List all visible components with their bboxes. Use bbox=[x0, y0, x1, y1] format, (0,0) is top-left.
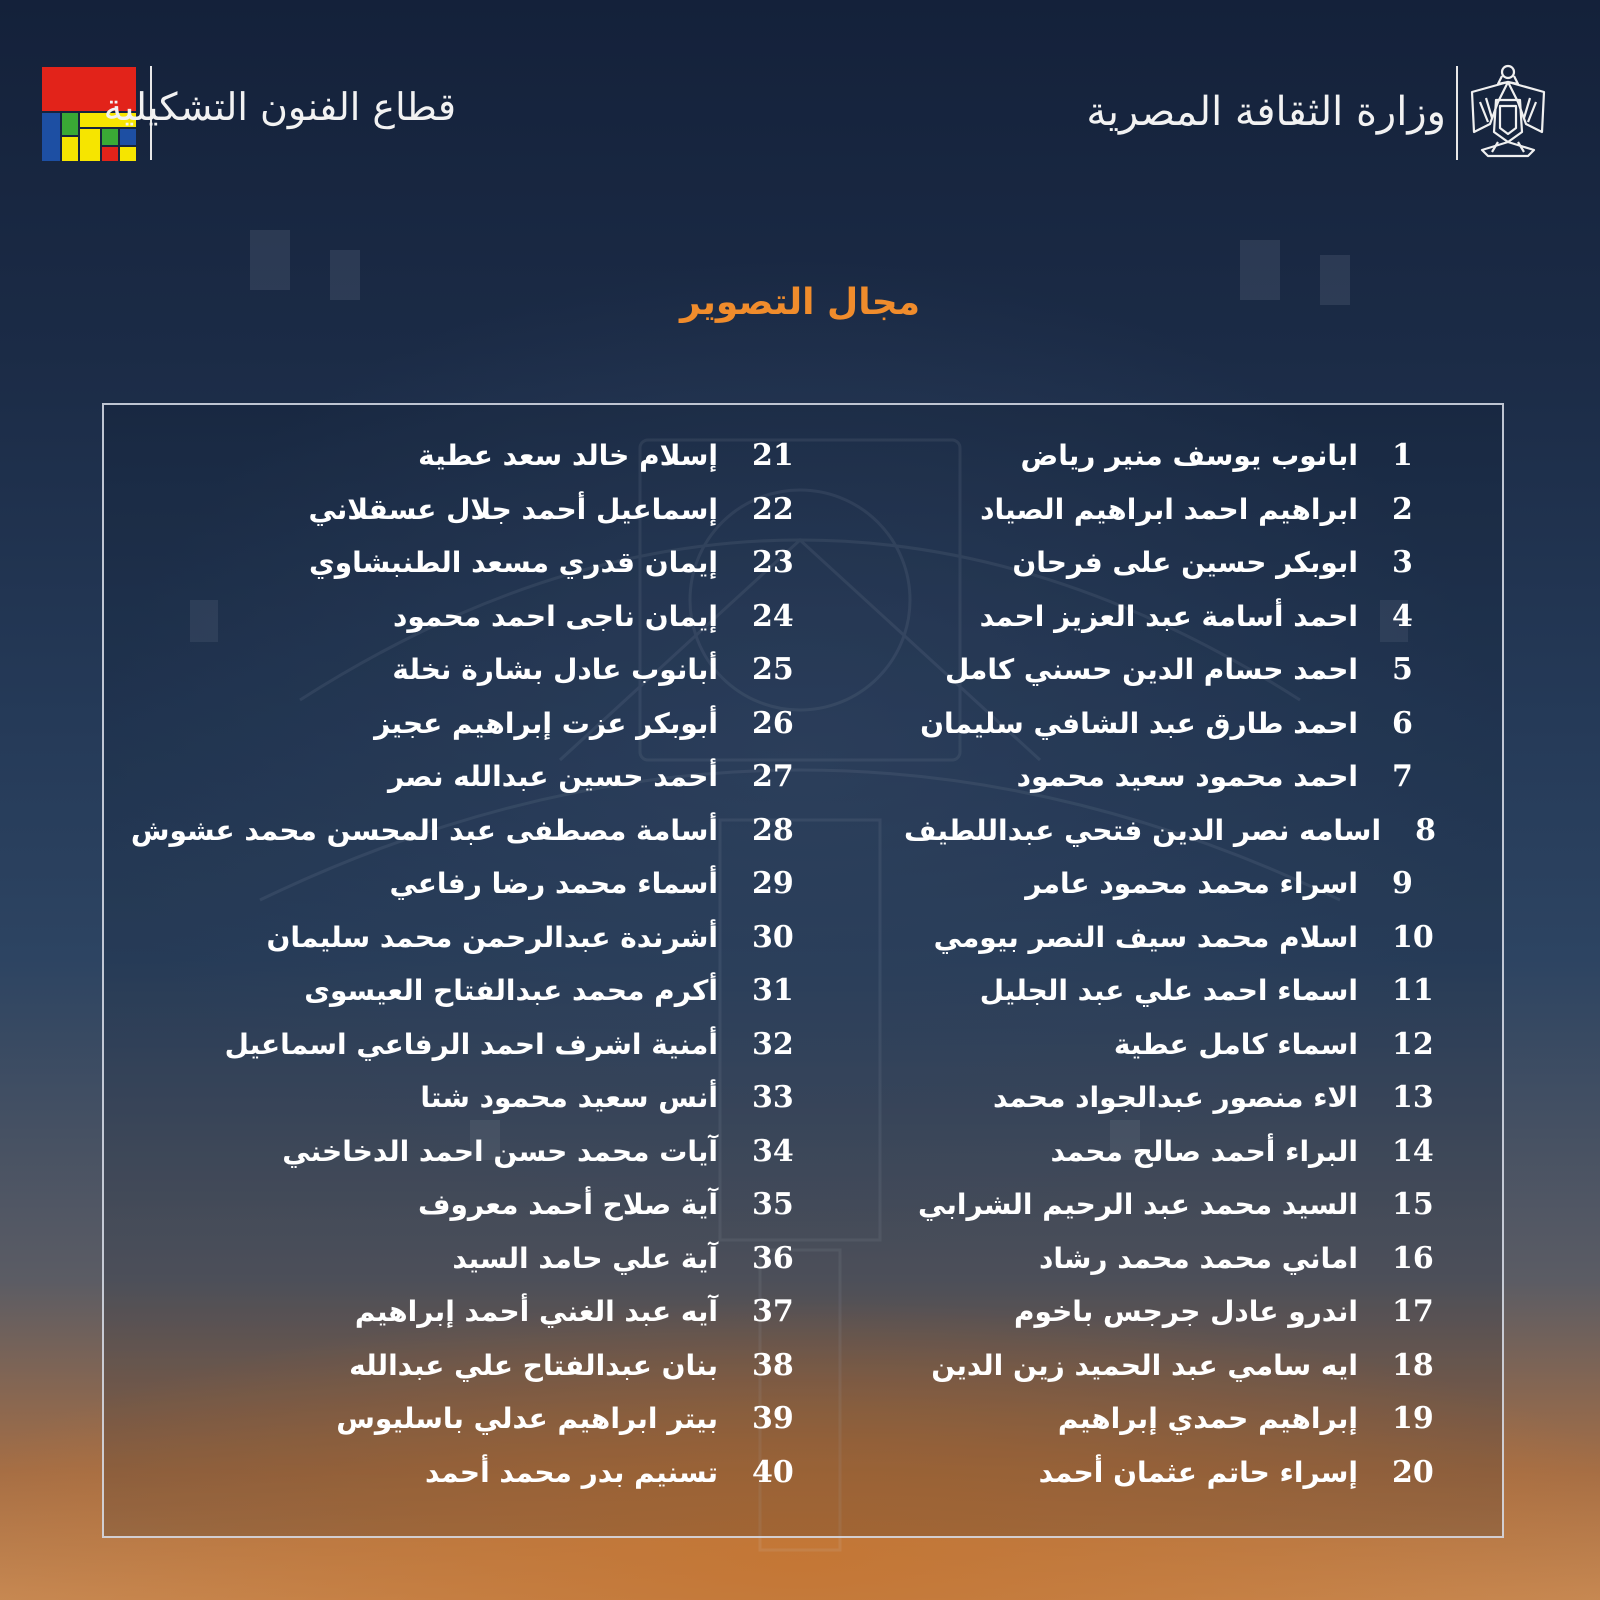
list-item bbox=[904, 1232, 1464, 1286]
list-item bbox=[124, 1339, 824, 1393]
egypt-eagle-emblem-icon bbox=[1468, 62, 1548, 160]
item-number: 33 bbox=[752, 1080, 794, 1116]
list-item bbox=[124, 1125, 824, 1179]
participant-name: احمد أسامة عبد العزيز احمد bbox=[979, 599, 1358, 633]
names-column-right bbox=[904, 429, 1464, 1499]
participant-name: بيتر ابراهيم عدلي باسليوس bbox=[336, 1402, 718, 1436]
list-item bbox=[904, 697, 1464, 751]
list-item bbox=[124, 697, 824, 751]
list-item bbox=[124, 536, 824, 590]
list-item bbox=[904, 590, 1464, 644]
participant-name: آيات محمد حسن احمد الدخاخني bbox=[282, 1134, 718, 1168]
item-number: 37 bbox=[752, 1294, 794, 1330]
item-number: 23 bbox=[752, 545, 794, 581]
participant-name: إسماعيل أحمد جلال عسقلاني bbox=[308, 492, 718, 526]
page-title: مجال التصوير bbox=[679, 282, 921, 323]
participant-name: اماني محمد محمد رشاد bbox=[1039, 1241, 1358, 1275]
item-number: 26 bbox=[752, 705, 794, 741]
participant-name: أنس سعيد محمود شتا bbox=[420, 1081, 718, 1115]
participant-name: ابانوب يوسف منير رياض bbox=[1020, 439, 1358, 473]
participant-name: أسماء محمد رضا رفاعي bbox=[389, 867, 718, 901]
list-item bbox=[124, 643, 824, 697]
item-number: 13 bbox=[1392, 1080, 1434, 1116]
item-number: 40 bbox=[752, 1454, 794, 1490]
participant-name: اسلام محمد سيف النصر بيومي bbox=[933, 920, 1358, 954]
participant-name: إيمان قدري مسعد الطنبشاوي bbox=[309, 546, 718, 580]
list-item bbox=[904, 483, 1464, 537]
item-number: 2 bbox=[1392, 491, 1413, 527]
participant-name: الاء منصور عبدالجواد محمد bbox=[992, 1081, 1358, 1115]
participant-name: ايه سامي عبد الحميد زين الدين bbox=[931, 1348, 1358, 1382]
item-number: 16 bbox=[1392, 1240, 1434, 1276]
participant-name: احمد حسام الدين حسني كامل bbox=[945, 653, 1358, 687]
participant-name: احمد طارق عبد الشافي سليمان bbox=[920, 706, 1358, 740]
list-item bbox=[124, 1392, 824, 1446]
list-item bbox=[124, 1232, 824, 1286]
list-item bbox=[904, 1446, 1464, 1500]
list-item bbox=[124, 1018, 824, 1072]
participant-name: أحمد حسين عبدالله نصر bbox=[387, 760, 718, 794]
item-number: 39 bbox=[752, 1401, 794, 1437]
participant-name: اندرو عادل جرجس باخوم bbox=[1014, 1295, 1358, 1329]
list-item bbox=[124, 1446, 824, 1500]
item-number: 14 bbox=[1392, 1133, 1434, 1169]
item-number: 24 bbox=[752, 598, 794, 634]
list-item bbox=[904, 1339, 1464, 1393]
list-item bbox=[124, 804, 824, 858]
participant-name: أشرندة عبدالرحمن محمد سليمان bbox=[266, 920, 718, 954]
list-item bbox=[124, 1285, 824, 1339]
item-number: 3 bbox=[1392, 545, 1413, 581]
item-number: 34 bbox=[752, 1133, 794, 1169]
list-item bbox=[904, 1178, 1464, 1232]
participant-name: أبوبكر عزت إبراهيم عجيز bbox=[374, 706, 718, 740]
participant-name: ابوبكر حسين على فرحان bbox=[1012, 546, 1358, 580]
participant-name: احمد محمود سعيد محمود bbox=[1016, 760, 1358, 794]
list-item bbox=[904, 1392, 1464, 1446]
item-number: 1 bbox=[1392, 438, 1413, 474]
item-number: 30 bbox=[752, 919, 794, 955]
list-item bbox=[904, 536, 1464, 590]
item-number: 38 bbox=[752, 1347, 794, 1383]
list-item bbox=[124, 590, 824, 644]
item-number: 29 bbox=[752, 866, 794, 902]
participant-name: اسامه نصر الدين فتحي عبداللطيف bbox=[904, 813, 1382, 847]
item-number: 21 bbox=[752, 438, 794, 474]
participant-name: اسماء احمد علي عبد الجليل bbox=[979, 974, 1358, 1008]
item-number: 19 bbox=[1392, 1401, 1434, 1437]
item-number: 32 bbox=[752, 1026, 794, 1062]
participant-name: آيه عبد الغني أحمد إبراهيم bbox=[354, 1295, 718, 1329]
participant-name: إيمان ناجى احمد محمود bbox=[392, 599, 718, 633]
participant-name: بنان عبدالفتاح علي عبدالله bbox=[349, 1348, 718, 1382]
list-item bbox=[124, 911, 824, 965]
list-item bbox=[124, 964, 824, 1018]
item-number: 10 bbox=[1392, 919, 1434, 955]
participant-name: أبانوب عادل بشارة نخلة bbox=[392, 653, 718, 687]
item-number: 4 bbox=[1392, 598, 1413, 634]
participant-name: أسامة مصطفى عبد المحسن محمد عشوش bbox=[130, 813, 718, 847]
list-item bbox=[904, 804, 1464, 858]
participant-name: أكرم محمد عبدالفتاح العيسوى bbox=[304, 974, 718, 1008]
list-item bbox=[904, 911, 1464, 965]
item-number: 17 bbox=[1392, 1294, 1434, 1330]
participant-name: تسنيم بدر محمد أحمد bbox=[424, 1455, 718, 1489]
participant-name: ابراهيم احمد ابراهيم الصياد bbox=[980, 492, 1358, 526]
item-number: 18 bbox=[1392, 1347, 1434, 1383]
item-number: 36 bbox=[752, 1240, 794, 1276]
sector-name: قطاع الفنون التشكيلية bbox=[103, 85, 456, 129]
item-number: 5 bbox=[1392, 652, 1413, 688]
item-number: 11 bbox=[1392, 973, 1434, 1009]
participant-name: السيد محمد عبد الرحيم الشرابي bbox=[918, 1188, 1358, 1222]
list-item bbox=[124, 429, 824, 483]
participant-name: أمنية اشرف احمد الرفاعي اسماعيل bbox=[224, 1027, 718, 1061]
logo-divider-right bbox=[1456, 66, 1458, 160]
list-item bbox=[124, 1178, 824, 1232]
ministry-name: وزارة الثقافة المصرية bbox=[1086, 89, 1446, 135]
item-number: 15 bbox=[1392, 1187, 1434, 1223]
item-number: 28 bbox=[752, 812, 794, 848]
participant-name: إسراء حاتم عثمان أحمد bbox=[1038, 1455, 1358, 1489]
participant-name: اسراء محمد محمود عامر bbox=[1025, 867, 1358, 901]
list-item bbox=[124, 857, 824, 911]
participant-name: إبراهيم حمدي إبراهيم bbox=[1057, 1402, 1358, 1436]
item-number: 27 bbox=[752, 759, 794, 795]
list-item bbox=[124, 483, 824, 537]
participant-name: آية علي حامد السيد bbox=[452, 1241, 718, 1275]
list-item bbox=[904, 1071, 1464, 1125]
list-item bbox=[904, 1285, 1464, 1339]
item-number: 22 bbox=[752, 491, 794, 527]
list-item bbox=[904, 750, 1464, 804]
item-number: 7 bbox=[1392, 759, 1413, 795]
participant-name: آية صلاح أحمد معروف bbox=[417, 1188, 718, 1222]
list-item bbox=[904, 1125, 1464, 1179]
item-number: 20 bbox=[1392, 1454, 1434, 1490]
item-number: 31 bbox=[752, 973, 794, 1009]
item-number: 8 bbox=[1415, 812, 1436, 848]
list-item bbox=[904, 1018, 1464, 1072]
participant-name: البراء أحمد صالح محمد bbox=[1050, 1134, 1358, 1168]
participant-name: اسماء كامل عطية bbox=[1113, 1027, 1358, 1061]
list-item bbox=[904, 857, 1464, 911]
item-number: 35 bbox=[752, 1187, 794, 1223]
names-list-panel bbox=[102, 403, 1504, 1538]
participant-name: إسلام خالد سعد عطية bbox=[418, 439, 718, 473]
list-item bbox=[124, 750, 824, 804]
item-number: 9 bbox=[1392, 866, 1413, 902]
list-item bbox=[904, 429, 1464, 483]
item-number: 6 bbox=[1392, 705, 1413, 741]
header bbox=[0, 0, 1600, 175]
names-column-left bbox=[124, 429, 824, 1499]
item-number: 12 bbox=[1392, 1026, 1434, 1062]
list-item bbox=[904, 964, 1464, 1018]
item-number: 25 bbox=[752, 652, 794, 688]
list-item bbox=[904, 643, 1464, 697]
list-item bbox=[124, 1071, 824, 1125]
